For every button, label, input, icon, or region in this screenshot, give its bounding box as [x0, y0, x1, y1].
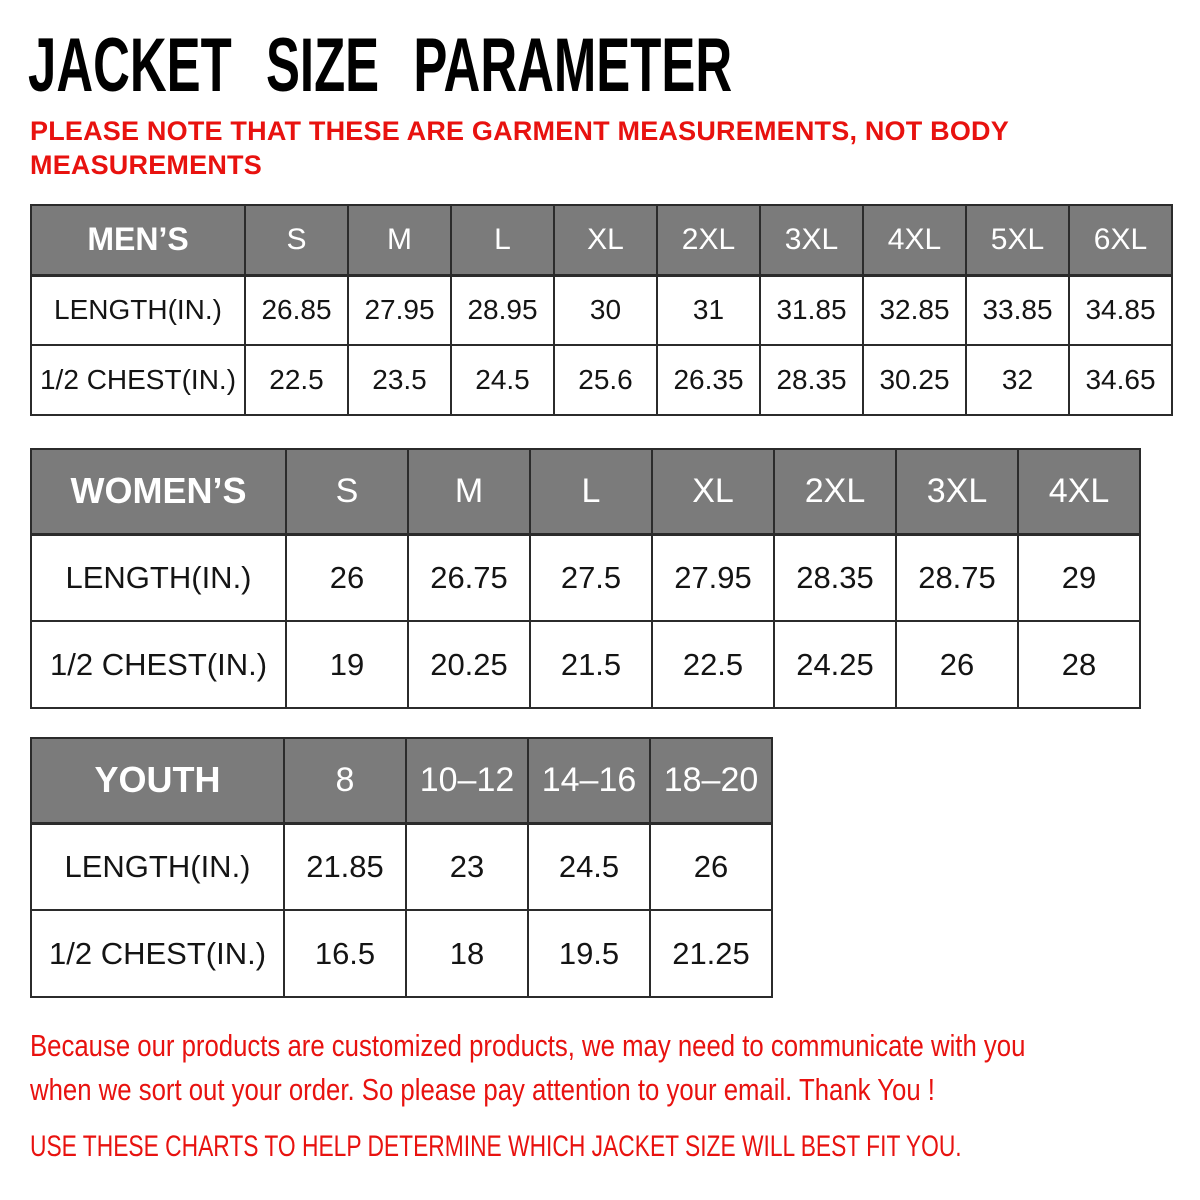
value-cell: 24.5: [528, 823, 650, 910]
row-label: 1/2 CHEST(IN.): [31, 910, 284, 997]
size-header-cell: 3XL: [896, 449, 1018, 534]
value-cell: 34.85: [1069, 275, 1172, 345]
value-cell: 29: [1018, 534, 1140, 621]
size-header-cell: 6XL: [1069, 205, 1172, 275]
value-cell: 26.35: [657, 345, 760, 415]
size-header-cell: 4XL: [1018, 449, 1140, 534]
womens-size-table: [30, 448, 1141, 709]
size-header-cell: 4XL: [863, 205, 966, 275]
row-label: LENGTH(IN.): [31, 823, 284, 910]
value-cell: 18: [406, 910, 528, 997]
value-cell: 28.95: [451, 275, 554, 345]
row-label: LENGTH(IN.): [31, 534, 286, 621]
value-cell: 21.85: [284, 823, 406, 910]
value-cell: 26: [650, 823, 772, 910]
value-cell: 23: [406, 823, 528, 910]
value-cell: 34.65: [1069, 345, 1172, 415]
value-cell: 32: [966, 345, 1069, 415]
value-cell: 20.25: [408, 621, 530, 708]
page-title: JACKET SIZE PARAMETER: [28, 23, 733, 108]
size-header-cell: 14–16: [528, 738, 650, 823]
womens-header-row: [31, 449, 1140, 534]
size-header-cell: M: [348, 205, 451, 275]
value-cell: 27.95: [348, 275, 451, 345]
value-cell: 19: [286, 621, 408, 708]
mens-table-title: MEN’S: [31, 205, 245, 275]
mens-size-table: [30, 204, 1173, 416]
size-header-cell: 18–20: [650, 738, 772, 823]
chart-usage-note: USE THESE CHARTS TO HELP DETERMINE WHICH JACKET SIZE WILL BEST FIT YOU.: [30, 1130, 962, 1164]
size-header-cell: 5XL: [966, 205, 1069, 275]
mens-length-row: [31, 275, 1172, 345]
subtitle: [30, 114, 1174, 182]
row-label: 1/2 CHEST(IN.): [31, 345, 245, 415]
size-header-cell: L: [451, 205, 554, 275]
value-cell: 27.95: [652, 534, 774, 621]
value-cell: 26: [896, 621, 1018, 708]
size-header-cell: XL: [554, 205, 657, 275]
value-cell: 22.5: [245, 345, 348, 415]
value-cell: 22.5: [652, 621, 774, 708]
size-header-cell: M: [408, 449, 530, 534]
womens-length-row: [31, 534, 1140, 621]
youth-length-row: [31, 823, 772, 910]
mens-header-row: [31, 205, 1172, 275]
size-header-cell: S: [286, 449, 408, 534]
customization-note-line-2: when we sort out your order. So please pay attention to your email. Thank You !: [30, 1072, 935, 1108]
value-cell: 27.5: [530, 534, 652, 621]
size-header-cell: 2XL: [657, 205, 760, 275]
value-cell: 31.85: [760, 275, 863, 345]
womens-table-title: WOMEN’S: [31, 449, 286, 534]
row-label: LENGTH(IN.): [31, 275, 245, 345]
value-cell: 24.5: [451, 345, 554, 415]
size-header-cell: XL: [652, 449, 774, 534]
youth-header-row: [31, 738, 772, 823]
youth-table-title: YOUTH: [31, 738, 284, 823]
size-header-cell: 10–12: [406, 738, 528, 823]
value-cell: 30.25: [863, 345, 966, 415]
value-cell: 23.5: [348, 345, 451, 415]
row-label: 1/2 CHEST(IN.): [31, 621, 286, 708]
value-cell: 16.5: [284, 910, 406, 997]
customization-note: [30, 1024, 1174, 1112]
value-cell: 32.85: [863, 275, 966, 345]
value-cell: 28.35: [774, 534, 896, 621]
value-cell: 24.25: [774, 621, 896, 708]
value-cell: 26: [286, 534, 408, 621]
subtitle-line-2: MEASUREMENTS: [30, 150, 262, 181]
customization-note-line-1: Because our products are customized products, we may need to communicate with you: [30, 1028, 1026, 1064]
size-header-cell: L: [530, 449, 652, 534]
size-header-cell: 3XL: [760, 205, 863, 275]
value-cell: 21.25: [650, 910, 772, 997]
subtitle-line-1: PLEASE NOTE THAT THESE ARE GARMENT MEASUREMENTS, NOT BODY: [30, 116, 1009, 146]
youth-chest-row: [31, 910, 772, 997]
mens-chest-row: [31, 345, 1172, 415]
value-cell: 28.35: [760, 345, 863, 415]
value-cell: 33.85: [966, 275, 1069, 345]
womens-chest-row: [31, 621, 1140, 708]
value-cell: 31: [657, 275, 760, 345]
value-cell: 26.75: [408, 534, 530, 621]
value-cell: 19.5: [528, 910, 650, 997]
size-header-cell: 8: [284, 738, 406, 823]
size-header-cell: 2XL: [774, 449, 896, 534]
value-cell: 28.75: [896, 534, 1018, 621]
value-cell: 26.85: [245, 275, 348, 345]
size-header-cell: S: [245, 205, 348, 275]
value-cell: 25.6: [554, 345, 657, 415]
value-cell: 30: [554, 275, 657, 345]
youth-size-table: [30, 737, 773, 998]
value-cell: 21.5: [530, 621, 652, 708]
value-cell: 28: [1018, 621, 1140, 708]
